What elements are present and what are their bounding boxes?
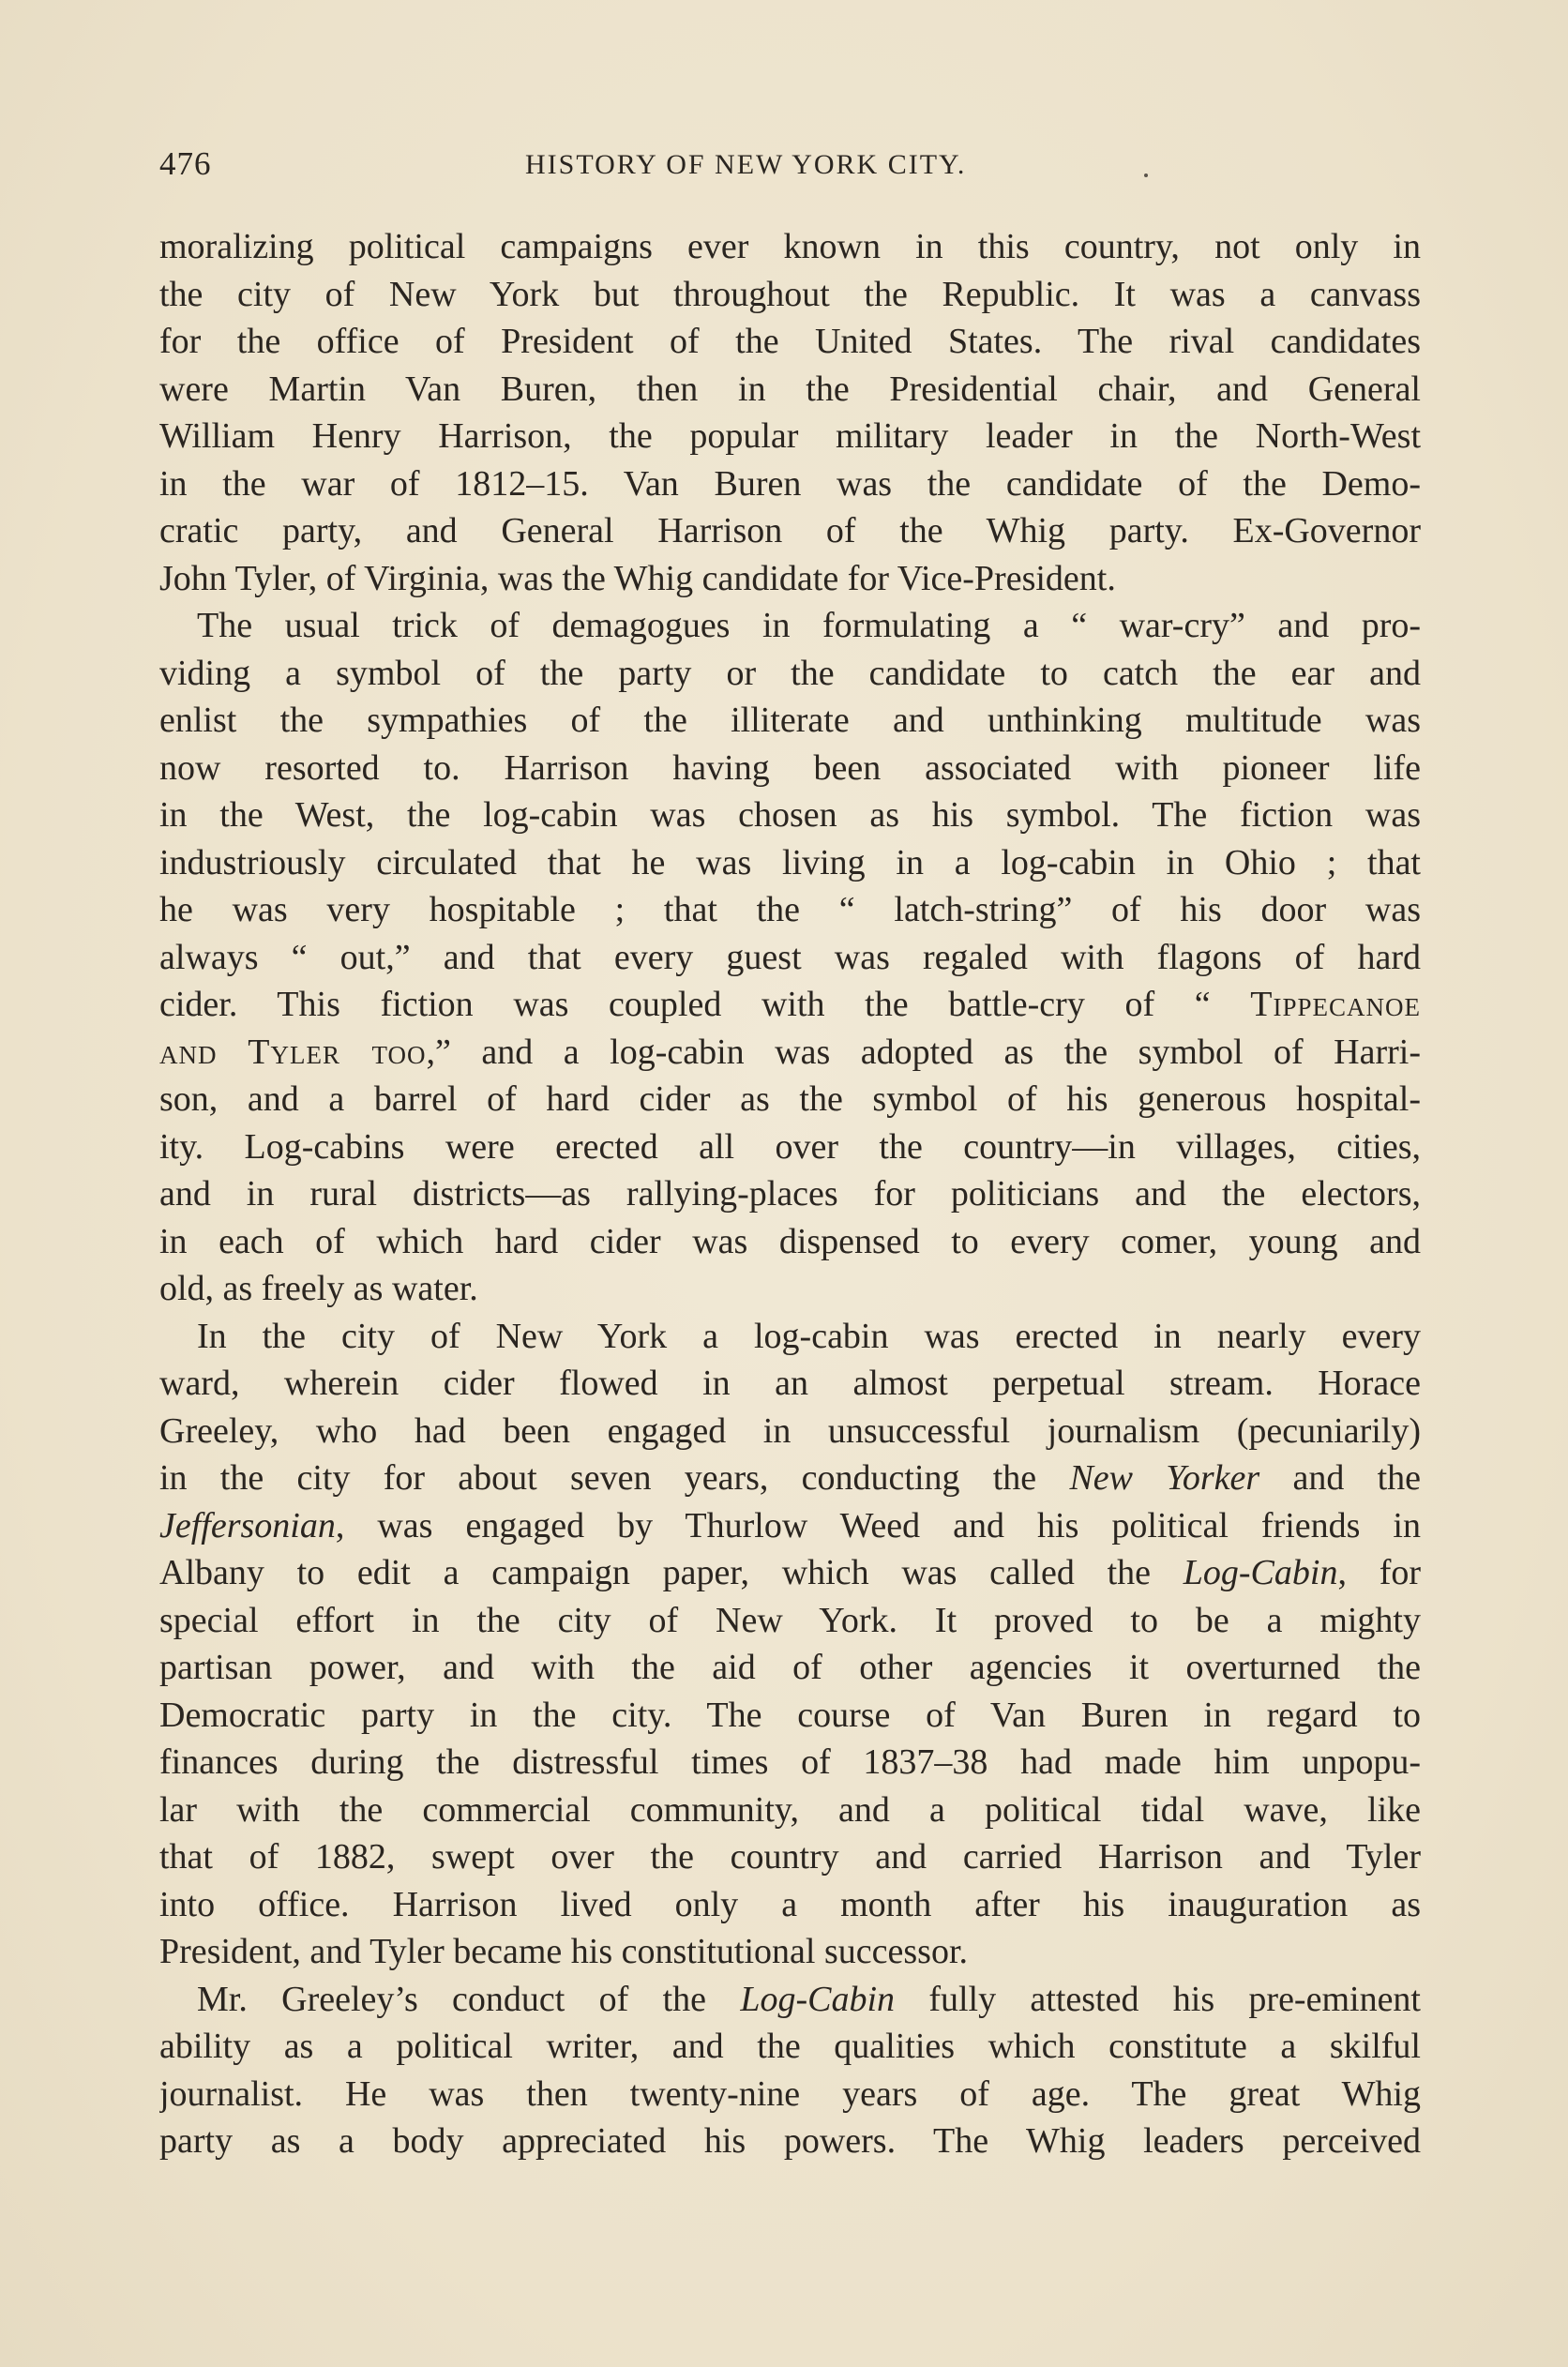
text-line: ward, wherein cider flowed in an almost perpetual stream. Horace xyxy=(159,1364,1421,1403)
text-line: into office. Harrison lived only a month after his inauguration as xyxy=(159,1884,1421,1924)
text-line: moralizing political campaigns ever known in this country, not only in xyxy=(159,227,1421,266)
text-line: journalist. He was then twenty-nine years of age. The great Whig xyxy=(159,2073,1421,2114)
text-line: ability as a political writer, and the qualities which constitute a skilful xyxy=(159,2027,1421,2066)
text-line: partisan power, and with the aid of other agencies it overturned the xyxy=(159,1648,1421,1687)
running-head xyxy=(159,145,1421,194)
text-line: for the office of President of the United States. The rival candidates xyxy=(159,322,1421,361)
text-line: special effort in the city of New York. It proved to be a mighty xyxy=(159,1600,1421,1640)
text-line: William Henry Harrison, the popular military leader in the North-West xyxy=(159,416,1421,456)
text-line: old, as freely as water. xyxy=(159,1269,478,1308)
text-line: now resorted to. Harrison having been associated with pioneer life xyxy=(159,747,1421,788)
text-line: he was very hospitable ; that the “ latch-string” of his door was xyxy=(159,890,1421,929)
text-line: in each of which hard cider was dispensed to every comer, young and xyxy=(159,1221,1421,1261)
text-line: finances during the distressful times of 1837–38 had made him unpopu- xyxy=(159,1742,1421,1782)
text-line: cratic party, and General Harrison of the Whig party. Ex-Governor xyxy=(159,511,1421,550)
text-line: industriously circulated that he was living in a log-cabin in Ohio ; that xyxy=(159,842,1421,882)
text-line: in the West, the log-cabin was chosen as his symbol. The fiction was xyxy=(159,795,1421,835)
text-line: were Martin Van Buren, then in the Presidential chair, and General xyxy=(159,369,1421,409)
text-line: Mr. Greeley’s conduct of the Log-Cabin fully attested his pre-eminent xyxy=(197,1979,1421,2019)
text-line: in the war of 1812–15. Van Buren was the candidate of the Demo- xyxy=(159,463,1421,504)
text-line: John Tyler, of Virginia, was the Whig candidate for Vice-President. xyxy=(159,558,1116,598)
text-line: President, and Tyler became his constitutional successor. xyxy=(159,1932,968,1971)
ink-speck xyxy=(1144,173,1148,177)
text-line: In the city of New York a log-cabin was erected in nearly every xyxy=(197,1316,1421,1356)
text-line: viding a symbol of the party or the candidate to catch the ear and xyxy=(159,653,1421,693)
text-line: party as a body appreciated his powers. The Whig leaders perceived xyxy=(159,2121,1421,2161)
text-line: the city of New York but throughout the Republic. It was a canvass xyxy=(159,274,1421,314)
text-line: ity. Log-cabins were erected all over the country—in villages, cities, xyxy=(159,1126,1421,1167)
text-line: always “ out,” and that every guest was regaled with flagons of hard xyxy=(159,937,1421,977)
text-line: Greeley, who had been engaged in unsuccessful journalism (pecuniarily) xyxy=(159,1410,1421,1451)
page-number: 476 xyxy=(159,145,212,182)
body-text xyxy=(159,223,1421,2165)
text-line: and Tyler too,” and a log-cabin was adopted as the symbol of Harri- xyxy=(159,1032,1421,1072)
text-line: cider. This fiction was coupled with the battle-cry of “ Tippecanoe xyxy=(159,985,1421,1024)
text-line: Jeffersonian, was engaged by Thurlow Weed and his political friends in xyxy=(159,1505,1421,1545)
text-line: in the city for about seven years, conducting the New Yorker and the xyxy=(159,1458,1421,1498)
text-line: enlist the sympathies of the illiterate and unthinking multitude was xyxy=(159,701,1421,740)
text-line: The usual trick of demagogues in formulating a “ war-cry” and pro- xyxy=(197,606,1421,645)
text-line: and in rural districts—as rallying-places for politicians and the electors, xyxy=(159,1174,1421,1214)
text-line: that of 1882, swept over the country and carried Harrison and Tyler xyxy=(159,1837,1421,1877)
text-line: lar with the commercial community, and a political tidal wave, like xyxy=(159,1789,1421,1830)
text-line: Albany to edit a campaign paper, which was called the Log-Cabin, for xyxy=(159,1553,1421,1592)
running-title: HISTORY OF NEW YORK CITY. xyxy=(525,149,967,180)
text-line: son, and a barrel of hard cider as the symbol of his generous hospital- xyxy=(159,1079,1421,1119)
text-line: Democratic party in the city. The course of Van Buren in regard to xyxy=(159,1695,1421,1735)
